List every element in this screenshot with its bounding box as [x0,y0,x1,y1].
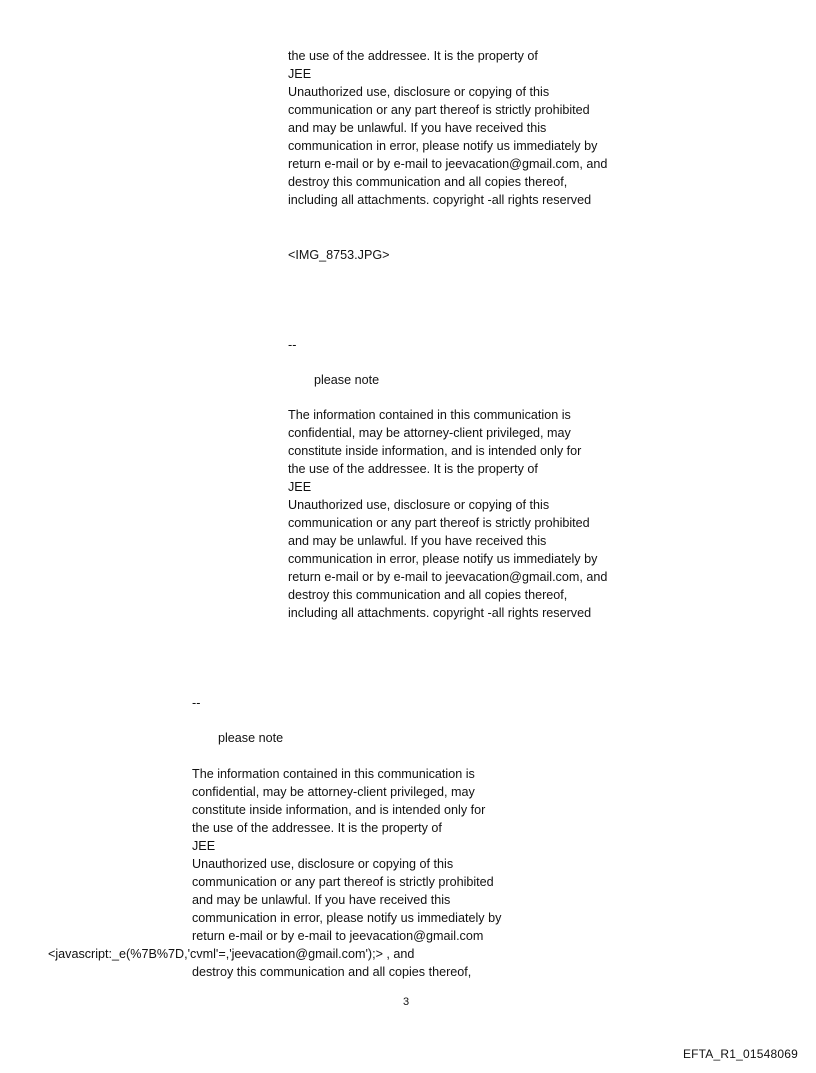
text-line: the use of the addressee. It is the property of [288,462,538,476]
text-line: confidential, may be attorney-client privileged, may [288,426,571,440]
page-number: 3 [403,996,410,1008]
text-line: communication in error, please notify us immediately by [288,139,598,153]
text-line: communication in error, please notify us immediately by [288,552,598,566]
text-line: and may be unlawful. If you have received this [192,893,451,907]
text-line: destroy this communication and all copies thereof, [288,175,568,189]
text-line: constitute inside information, and is intended only for [192,803,486,817]
separator-2: -- [288,338,297,352]
please-note-heading-3: please note [218,731,284,745]
javascript-link-line: <javascript:_e(%7B%7D,'cvml'=,'jeevacation@gmail.com');> , and [48,947,415,961]
disclaimer-block-1 [288,47,607,209]
text-line: communication in error, please notify us immediately by [192,911,502,925]
text-line: the use of the addressee. It is the property of [192,821,442,835]
text-line: The information contained in this communication is [288,408,571,422]
text-line: confidential, may be attorney-client privileged, may [192,785,475,799]
bates-number: EFTA_R1_01548069 [682,1047,798,1061]
separator-3: -- [192,696,201,710]
disclaimer-block-2 [288,406,607,622]
text-line: return e-mail or by e-mail to jeevacation@gmail.com, and [288,570,608,584]
disclaimer-last-line: destroy this communication and all copies thereof, [192,965,472,979]
text-line: JEE [192,839,216,853]
text-line: destroy this communication and all copies thereof, [288,588,568,602]
text-line: return e-mail or by e-mail to jeevacation@gmail.com, and [288,157,608,171]
please-note-heading-2: please note [314,373,380,387]
text-line: Unauthorized use, disclosure or copying of this [288,498,550,512]
text-line: and may be unlawful. If you have received this [288,121,547,135]
text-line: communication or any part thereof is strictly prohibited [192,875,494,889]
text-line: Unauthorized use, disclosure or copying of this [192,857,454,871]
text-line: communication or any part thereof is strictly prohibited [288,103,590,117]
text-line: return e-mail or by e-mail to jeevacation@gmail.com [192,929,484,943]
text-line: JEE [288,480,312,494]
text-line: including all attachments. copyright -all rights reserved [288,606,592,620]
text-line: communication or any part thereof is strictly prohibited [288,516,590,530]
disclaimer-block-3 [192,765,501,945]
text-line: including all attachments. copyright -all rights reserved [288,193,592,207]
text-line: constitute inside information, and is intended only for [288,444,582,458]
text-line: Unauthorized use, disclosure or copying of this [288,85,550,99]
attachment-reference: <IMG_8753.JPG> [288,248,390,262]
text-line: The information contained in this communication is [192,767,475,781]
text-line: the use of the addressee. It is the property of [288,49,538,63]
text-line: and may be unlawful. If you have received this [288,534,547,548]
text-line: JEE [288,67,312,81]
